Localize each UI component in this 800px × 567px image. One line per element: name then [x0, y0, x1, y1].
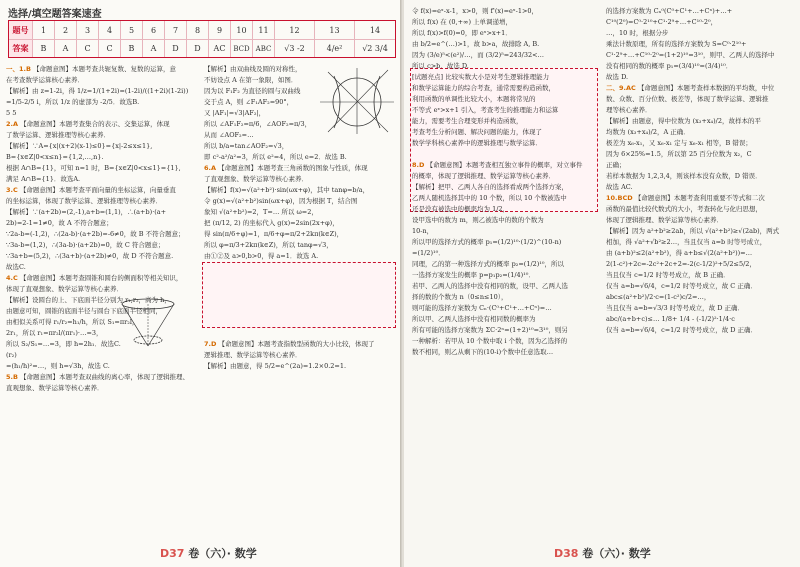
- table-cell: 11: [253, 21, 275, 39]
- line-text: 满足 A∩B={1}．故选A.: [6, 175, 81, 183]
- question-number: 2.A: [6, 120, 19, 128]
- line-text: 【解析】∵(a+2b)=(2,-1),a+b=(1,1)，∴(a+b)·(a+: [6, 208, 167, 216]
- line-text: 2b)=2-1=1≠0，故 A 不符合题意；: [6, 219, 113, 227]
- line-text: 所以 f(x)>f(0)=0，即 eˣ>x+1．: [412, 29, 512, 37]
- text-line: [204, 152, 396, 163]
- text-line: [6, 196, 198, 207]
- line-text: 所以 b/a=tan∠AOF₂=√3，: [204, 142, 289, 150]
- text-line: [606, 237, 796, 248]
- text-line: [412, 72, 600, 83]
- table-cell: D: [187, 40, 209, 57]
- text-line: [412, 160, 600, 171]
- text-line: [606, 138, 796, 149]
- line-text: 【命题意图】本题考查样本数据的平均数，中位: [637, 84, 775, 92]
- table-cell: 14: [369, 25, 381, 35]
- table-cell: 4/e²: [315, 40, 355, 57]
- text-line: [412, 17, 600, 28]
- table-cell: 1: [33, 21, 55, 39]
- text-line: [606, 6, 796, 17]
- line-text: 根据 A∩B={1}，可知 n=1 时，B={x∈Z|0<x≤1}={1},: [6, 164, 181, 172]
- text-line: [606, 61, 796, 72]
- line-text: 数学学科核心素养中的逻辑推理与数学运算．: [412, 139, 542, 147]
- line-text: 能力，需要考生合理变形并构造函数，: [412, 117, 523, 125]
- line-text: 相加，得 √a²+√b²≥2…，当且仅当 a=b 时等号成立，: [606, 238, 767, 246]
- line-text: 2r₁，所以 r₁=πr₂l/(πr₁)·…=3，: [6, 329, 103, 337]
- line-text: 逻辑推理、数学运算等核心素养．: [204, 351, 302, 359]
- line-text: 仅当 a=b=√6/4，c=1/2 时等号成立，故 D 正确．: [606, 326, 758, 334]
- text-line: [606, 325, 796, 336]
- line-text: 数、众数、百分位数、极差等，体现了数学运算、逻辑推: [606, 95, 769, 103]
- text-line: [606, 303, 796, 314]
- text-line: [412, 182, 600, 193]
- method-summary-box: [202, 262, 396, 328]
- line-text: 体现了逻辑推理、数学运算等核心素养．: [606, 216, 723, 224]
- line-text: 得 sin(π/6+φ)=1，π/6+φ=π/2+2kπ(k∈Z)，: [204, 230, 344, 238]
- text-line: [204, 350, 396, 361]
- text-line: [606, 314, 796, 325]
- line-text: C¹⁰(2⁰)=C⁰·2¹⁰+C¹·2⁹+…+C¹⁰·2⁰，: [606, 18, 718, 26]
- right-column-1: [412, 6, 600, 358]
- table-cell: C: [99, 40, 121, 57]
- text-line: [6, 119, 198, 130]
- line-text: 了数学运算、逻辑推理等核心素养．: [6, 131, 110, 139]
- table-cell: A: [143, 40, 165, 57]
- question-number: 10.BCD: [606, 194, 633, 202]
- line-text: 故选C.: [6, 263, 26, 271]
- line-text: 所以 S₂/S₁=…=3，即 h=2h₁．故选C.: [6, 340, 121, 348]
- line-text: 仅当 a=b=√6/4，c=1/2 时等号成立，故 C 正确．: [606, 282, 757, 290]
- text-line: [412, 149, 600, 160]
- line-text: 不等式 eˣ>x+1 引入，考查考生的推理能力和运算: [412, 106, 559, 114]
- text-line: [606, 215, 796, 226]
- line-text: =(1/2)¹⁰．: [412, 249, 445, 257]
- line-text: 则可能的选择方案数为 Cₙ·(C⁰+C¹+…+Cⁿ)=…: [412, 304, 552, 312]
- line-text: 由 (a+b)²≤2(a²+b²)，得 a+b≤√(2(a²+b²))=…: [606, 249, 753, 257]
- line-text: 的概率，体现了逻辑推理、数学运算等核心素养．: [412, 172, 555, 180]
- table-cell: BCD: [231, 40, 253, 57]
- line-text: 当且仅当 c=1/2 时等号成立，故 B 正确．: [606, 271, 730, 279]
- text-line: [204, 141, 396, 152]
- text-line: [412, 303, 600, 314]
- line-text: 由①②及 a>0,b>0，得 a=1．故选 A.: [204, 252, 319, 260]
- table-cell: B: [121, 40, 143, 57]
- text-line: [606, 193, 796, 204]
- line-text: abc/(a+b+c)≤… 1/8+ 1/4 - (-1/2)²·1/4·c: [606, 315, 735, 323]
- text-line: [606, 259, 796, 270]
- text-line: [412, 259, 600, 270]
- table-cell: A: [55, 40, 77, 57]
- line-text: 【解析】由题意，得中位数为 (x₃+x₄)/2，故样本的平: [606, 117, 761, 125]
- text-line: [606, 127, 796, 138]
- text-line: [606, 171, 796, 182]
- text-line: [204, 251, 396, 262]
- text-line: [6, 240, 198, 251]
- text-line: [412, 347, 600, 358]
- line-text: 若样本数据为 1,2,3,4，则该样本没有众数，D 错误．: [606, 172, 762, 180]
- line-text: 【命题意图】本题考查相互独立事件的概率，对立事件: [426, 161, 583, 169]
- table-cell: 7: [165, 21, 187, 39]
- line-text: 【解析】∵A={x|(x+2)(x-1)≤0}={x|-2≤x≤1},: [6, 142, 153, 150]
- text-line: [6, 75, 198, 86]
- question-number: 6.A: [204, 164, 217, 172]
- text-line: [6, 64, 198, 75]
- line-text: 2(1-c²)+2c=-2c²+2c+2=-2(c-1/2)²+5/2≤5/2，: [606, 260, 756, 268]
- table-cell: 13: [315, 21, 355, 39]
- text-line: [6, 97, 198, 108]
- text-line: [606, 270, 796, 281]
- text-line: [606, 149, 796, 160]
- table-cell: 9: [209, 21, 231, 39]
- answer-table-answer-row: [9, 39, 395, 57]
- line-text: 一种解析：若甲从 10 个数中取 i 个数，因为乙选择的: [412, 337, 568, 345]
- line-text: 所以甲、乙两人选择中没有相同数的概率为: [412, 315, 536, 323]
- line-text: 10-n，: [412, 227, 434, 235]
- line-text: 考查考生分析问题、解决问题的能力，体现了: [412, 128, 542, 136]
- text-line: [606, 28, 796, 39]
- line-text: 一选择方案发生的概率 p=p₁p₂=(1/4)¹⁰．: [412, 271, 535, 279]
- line-text: 函数的最值比较代数式的大小，考查转化与化归思想，: [606, 205, 762, 213]
- line-text: 理等核心素养．: [606, 106, 652, 114]
- right-page-number: D38: [554, 547, 579, 560]
- text-line: [6, 152, 198, 163]
- line-text: 把 (π/12, 2) 的坐标代入 g(x)=2sin(2x+φ)，: [204, 219, 339, 227]
- text-line: [606, 83, 796, 94]
- line-text: (r₂): [6, 351, 17, 359]
- text-line: [606, 39, 796, 50]
- text-line: [412, 61, 600, 72]
- line-text: 若甲、乙两人的选择中没有相同的数，设甲、乙两人选: [412, 282, 568, 290]
- line-text: 令 g(x)=√(a²+b²)sin(ωx+φ)，因为根据 T，结合图: [204, 197, 358, 205]
- question-number: 7.D: [204, 340, 217, 348]
- text-line: [6, 273, 198, 284]
- text-line: [412, 193, 600, 204]
- text-line: [204, 185, 396, 196]
- question-number: 3.C: [6, 186, 18, 194]
- text-line: [412, 50, 600, 61]
- line-text: 所以 ∠AF₁F₂=π/6，∠AOF₂=π/3，: [204, 120, 312, 128]
- text-line: [6, 361, 198, 372]
- line-text: 【解析】由双曲线及圆的对称性，: [204, 65, 302, 73]
- text-line: [412, 138, 600, 149]
- line-text: =1/5-2/5 i，所以 1/z 的虚部为 -2/5．故选B.: [6, 98, 140, 106]
- text-line: [6, 218, 198, 229]
- line-text: 又 |AF₁|=√3|AF₂|，: [204, 109, 266, 117]
- right-page-footer-text: 卷（六）· 数学: [582, 547, 651, 560]
- line-text: 因为 6×25%=1.5，所以第 25 百分位数为 x₂，C: [606, 150, 752, 158]
- table-cell: 8: [187, 21, 209, 39]
- line-text: 所以 φ=π/3+2kπ(k∈Z)，所以 tanφ=√3，: [204, 241, 333, 249]
- text-line: [412, 204, 600, 215]
- text-line: [204, 163, 396, 174]
- line-text: 即 c²-a²/a²=3，所以 e²=4，所以 e=2．故选 B.: [204, 153, 347, 161]
- text-line: [6, 383, 198, 394]
- text-line: [204, 207, 396, 218]
- line-text: 数不相同，则乙从剩下的(10-i)个数中任意选取…: [412, 348, 554, 356]
- line-text: 【命题意图】本题考查三角函数的图象与性质，体现: [218, 164, 368, 172]
- line-text: ∵3a+b=(5,2)，∴(3a+b)·(a+2b)≠0，故 D 不符合题意.: [6, 252, 174, 260]
- line-text: 【命题意图】本题考查双曲线的离心率，体现了逻辑推理、: [20, 373, 190, 381]
- left-page-footer-text: 卷（六）· 数学: [188, 547, 257, 560]
- line-text: C¹·2⁹+…+C¹⁰·2⁰=(1+2)¹⁰=3¹⁰，则甲、乙两人的选择中: [606, 51, 775, 59]
- text-line: [6, 372, 198, 383]
- text-line: [204, 240, 396, 251]
- line-text: 体现了直观想象、数学运算等核心素养．: [6, 285, 123, 293]
- line-text: 令 f(x)=eˣ-x-1，x>0，则 f'(x)=eˣ-1>0，: [412, 7, 539, 15]
- text-line: [6, 141, 198, 152]
- line-text: abc≤(a²+b²)/2·c=(1-c²)c/2=…，: [606, 293, 711, 301]
- text-line: [412, 28, 600, 39]
- line-text: 所有可能的选择方案数为 ΣC·2ⁿ=(1+2)¹⁰=3¹⁰，则另: [412, 326, 568, 334]
- line-text: 【解析】把甲、乙两人各自的选择看成两个选择方案，: [412, 183, 568, 191]
- text-line: [412, 270, 600, 281]
- left-page-footer: [160, 545, 257, 561]
- line-text: 由相似关系可得 r₁/r₂=h₁/h，所以 S₁=πr₂l，: [6, 318, 139, 326]
- line-text: …，10 时，根据分步: [606, 29, 669, 37]
- text-line: [412, 6, 600, 17]
- line-text: ∵2a-b=(-1,2)，∴(2a-b)·(a+2b)=-6≠0，故 B 不符合题意；: [6, 230, 185, 238]
- line-text: 【命题意图】本题考查圆锥和圆台的侧面积等相关知识，: [19, 274, 183, 282]
- text-line: [412, 336, 600, 347]
- text-line: [204, 174, 396, 185]
- answer-table-title: 选择/填空题答案速查: [8, 9, 102, 20]
- table-cell: ABC: [253, 40, 275, 57]
- line-text: 【解析】由 z=1-2i，得 1/z=1/(1+2i)=(1-2i)/((1+2i)(1-2i)): [6, 87, 189, 95]
- text-line: [6, 108, 198, 119]
- question-number: 8.D: [412, 161, 425, 169]
- table-cell: B: [33, 40, 55, 57]
- line-text: 的坐标运算，体现了数学运算、逻辑推理等核心素养．: [6, 197, 162, 205]
- line-text: 【解析】由题意，得 5/2=e^(2a)=1.2×0.2=1.: [204, 362, 347, 370]
- line-text: 乘法计数原理，所有的选择方案数为 S=C⁰·2¹⁰+: [606, 40, 747, 48]
- text-line: [606, 226, 796, 237]
- text-line: [204, 328, 396, 339]
- text-line: [606, 50, 796, 61]
- hyperbola-figure: [318, 66, 396, 136]
- line-text: 的选择方案数为 Cₙ⁰(C⁰+C¹+…+Cⁿ)+…+: [606, 7, 733, 15]
- right-column-2: [606, 6, 796, 336]
- line-text: 由题意可知，圆锥的底面半径与圆台下底面半径相同，: [6, 307, 162, 315]
- line-text: 由 b/2=e^(…)>1，故 b>a，故排除 A, B.: [412, 40, 540, 48]
- text-line: [204, 361, 396, 372]
- line-text: 没有相同的数的概率 p₁=(3/4)¹⁰=(3/4)¹⁰．: [606, 62, 733, 70]
- text-line: [606, 160, 796, 171]
- text-line: [412, 281, 600, 292]
- answer-table-number-row: [9, 21, 395, 39]
- text-line: [412, 292, 600, 303]
- line-text: 当且仅当 a=b=√3/3 时等号成立，故 D 正确．: [606, 304, 745, 312]
- right-page-footer: [554, 545, 651, 561]
- line-text: 正确；: [606, 161, 626, 169]
- line-text: 【命题意图】本题考查共轭复数、复数的运算，意: [33, 65, 177, 73]
- line-text: 【解析】设圆台的上、下底面半径分别为 r₁,r₂，高为 h，: [6, 296, 171, 304]
- answer-row-label: 答案: [9, 40, 33, 57]
- answer-table: [8, 20, 396, 58]
- text-line: [6, 185, 198, 196]
- line-text: 乙两人随机选择其中的 10 个数，所以 10 个数被选中: [412, 194, 567, 202]
- text-line: [606, 204, 796, 215]
- text-line: [412, 83, 600, 94]
- table-cell: √2 3/4: [362, 44, 388, 53]
- text-line: [606, 17, 796, 28]
- text-line: [412, 105, 600, 116]
- line-text: 【解析】因为 a²+b²≥2ab，所以 √(a²+b²)≥√(2ab)，两式: [606, 227, 780, 235]
- line-text: 故选 AC.: [606, 183, 633, 191]
- line-text: 所以甲的选择方式的概率 p₁=(1/2)¹⁰·(1/2)^(10-n): [412, 238, 562, 246]
- line-text: 设甲选中的数为 m，则乙被选中的数的个数为: [412, 216, 544, 224]
- line-text: 交于点 A，则 ∠F₁AF₂=90°，: [204, 98, 294, 106]
- text-line: [606, 94, 796, 105]
- table-cell: 2: [55, 21, 77, 39]
- line-text: 直观想象、数学运算等核心素养．: [6, 384, 104, 392]
- text-line: [606, 72, 796, 83]
- line-text: 利用函数的单调性比较大小，本题将常见的: [412, 95, 536, 103]
- text-line: [606, 182, 796, 193]
- line-text: 同理，乙的第一种选择方式的概率 p₂=(1/2)¹⁰，所以: [412, 260, 565, 268]
- table-cell: 12: [275, 21, 315, 39]
- line-text: ∵3a-b=(1,2)，∴(3a-b)·(a+2b)=0，故 C 符合题意；: [6, 241, 165, 249]
- line-text: 【命题意图】本题考查平面向量的坐标运算，向量垂直: [19, 186, 176, 194]
- text-line: [6, 86, 198, 97]
- text-line: [6, 262, 198, 273]
- line-text: 所以 c>b．故选 D.: [412, 62, 469, 70]
- question-number: 一、1.B: [6, 65, 31, 73]
- line-text: 从而 ∠AOF₂=…: [204, 131, 254, 139]
- text-line: [412, 171, 600, 182]
- text-line: [412, 237, 600, 248]
- text-line: [6, 163, 198, 174]
- text-line: [204, 218, 396, 229]
- text-line: [6, 350, 198, 361]
- text-line: [412, 116, 600, 127]
- line-text: [试题亮点] 比较实数大小是对考生逻辑推理能力: [412, 73, 550, 81]
- line-text: 因为以 F₁F₂ 为直径的圆与双曲线: [204, 87, 301, 95]
- left-page-number: D37: [160, 547, 185, 560]
- line-text: 故选 D.: [606, 73, 629, 81]
- table-cell: C: [77, 40, 99, 57]
- text-line: [606, 292, 796, 303]
- text-line: [204, 339, 396, 350]
- question-number: 5.B: [6, 373, 18, 381]
- text-line: [6, 174, 198, 185]
- table-cell: AC: [209, 40, 231, 57]
- line-text: 均数为 (x₃+x₄)/2，A 正确．: [606, 128, 690, 136]
- text-line: [606, 116, 796, 127]
- line-text: 极差为 x₆-x₁，又 x₆-x₁ 定与 x₆-x₁ 相等，B 错误；: [606, 139, 752, 147]
- line-text: B={x∈Z|0<x≤n}={1,2,…,n}.: [6, 153, 104, 161]
- right-page: [404, 0, 800, 567]
- table-cell: 3: [77, 21, 99, 39]
- question-number: 二、9.AC: [606, 84, 636, 92]
- text-line: [6, 130, 198, 141]
- line-text: 【命题意图】本题考查集合的表示、交集运算，体现: [20, 120, 170, 128]
- table-cell: 10: [231, 21, 253, 39]
- text-line: [412, 248, 600, 259]
- cone-figure: [108, 294, 188, 350]
- line-text: 因为 (3/e)⁵<(e²)/…，而 (3/2)⁵=243/32<…: [412, 51, 545, 59]
- table-cell: 5: [121, 21, 143, 39]
- text-line: [412, 127, 600, 138]
- line-text: 【命题意图】本题考查利用重要不等式和二次: [634, 194, 765, 202]
- line-text: 和数学运算能力的综合考查，通常需要构造函数，: [412, 84, 555, 92]
- line-text: 在考查数学运算核心素养．: [6, 76, 84, 84]
- line-text: 不妨设点 A 在第一象限，如图．: [204, 76, 298, 84]
- text-line: [6, 229, 198, 240]
- table-cell: 6: [143, 21, 165, 39]
- text-line: [412, 325, 600, 336]
- number-row-label: 题号: [9, 21, 33, 39]
- question-number: 4.C: [6, 274, 18, 282]
- text-line: [412, 39, 600, 50]
- text-line: [606, 248, 796, 259]
- text-line: [606, 105, 796, 116]
- text-line: [412, 314, 600, 325]
- text-line: [412, 94, 600, 105]
- line-text: =(h₁/h)²=…，则 h=√3h，故选 C.: [6, 362, 110, 370]
- table-cell: D: [165, 40, 187, 57]
- line-text: 【命题意图】本题考查指数型函数的大小比较，体现了: [218, 340, 375, 348]
- text-line: [606, 281, 796, 292]
- text-line: [6, 207, 198, 218]
- text-line: [412, 226, 600, 237]
- line-text: 所以 f(x) 在 (0,+∞) 上单调递增，: [412, 18, 513, 26]
- text-line: [6, 251, 198, 262]
- line-text: 还是没有被选中的概率均为 1/2，: [412, 205, 510, 213]
- line-text: 【解析】f(x)=√(a²+b²)·sin(ωx+φ)，其中 tanφ=b/a，: [204, 186, 370, 194]
- table-cell: 4: [99, 21, 121, 39]
- text-line: [204, 196, 396, 207]
- table-cell: √3 -2: [275, 40, 315, 57]
- line-text: 了直观想象、数学运算等核心素养．: [204, 175, 308, 183]
- line-text: 象知 √(a²+b²)=2，T=… 所以 ω=2，: [204, 208, 318, 216]
- line-text: 择的数的个数为 n（0≤n≤10），: [412, 293, 508, 301]
- text-line: [204, 229, 396, 240]
- line-text: 5 5: [6, 109, 17, 117]
- text-line: [412, 215, 600, 226]
